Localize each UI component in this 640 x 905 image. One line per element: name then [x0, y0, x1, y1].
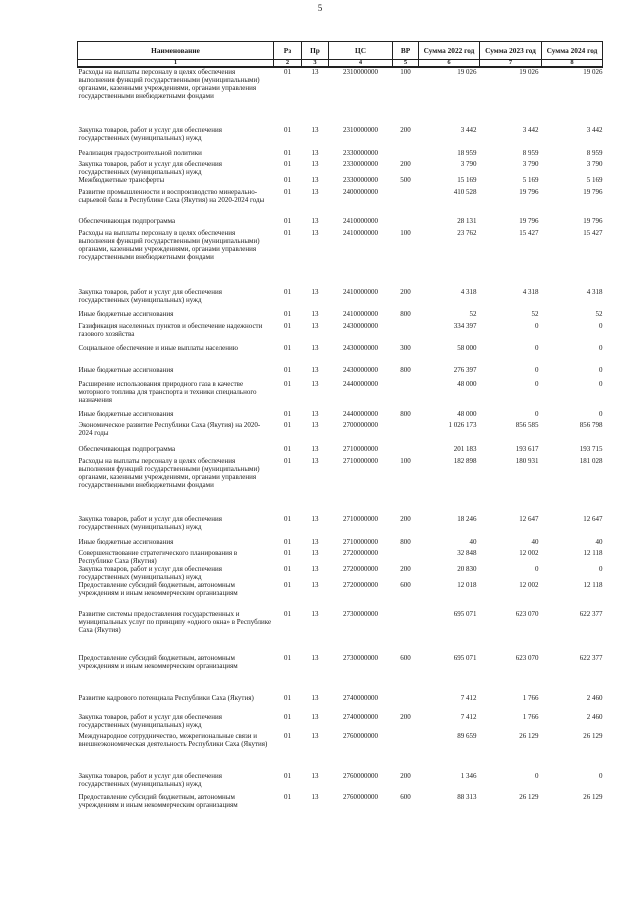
- row-name: Закупка товаров, работ и услуг для обеспечения государственных (муниципальных) нужд: [78, 288, 222, 304]
- row-sum-2023: 19 796: [519, 188, 539, 196]
- row-sum-2022: 20 830: [457, 565, 477, 573]
- row-vr: [393, 188, 419, 217]
- table-row: [78, 515, 603, 538]
- row-sum-2024: 0: [599, 380, 603, 388]
- row-rz: 01: [284, 126, 291, 134]
- row-rz: 01: [284, 288, 291, 296]
- row-sum-2023: 0: [535, 565, 539, 573]
- row-sum-2023: 0: [535, 772, 539, 780]
- row-cs: 2310000000: [343, 126, 378, 134]
- row-cs: 2700000000: [343, 421, 378, 429]
- row-pr: 13: [311, 68, 319, 76]
- row-sum-2023: 40: [531, 538, 539, 546]
- row-sum-2024: 26 129: [583, 793, 603, 801]
- row-name: Закупка товаров, работ и услуг для обеспечения государственных (муниципальных) нужд: [78, 160, 222, 176]
- row-cs: 2430000000: [343, 366, 378, 374]
- row-sum-2022: 3 442: [460, 126, 477, 134]
- row-rz: 01: [284, 713, 291, 721]
- row-cs: 2430000000: [343, 344, 378, 352]
- table-row: [78, 67, 603, 126]
- row-sum-2024: 12 647: [583, 515, 603, 523]
- row-pr: 13: [311, 288, 319, 296]
- row-rz: 01: [284, 322, 291, 330]
- row-sum-2024: 40: [595, 538, 603, 546]
- row-cs: 2710000000: [343, 515, 378, 523]
- row-name: Экономическое развитие Республики Саха (Якутия) на 2020-2024 годы: [78, 421, 261, 437]
- row-pr: 13: [311, 694, 319, 702]
- row-cs: 2410000000: [343, 288, 378, 296]
- row-sum-2023: 52: [531, 310, 539, 318]
- row-pr: 13: [311, 515, 319, 523]
- row-vr: [393, 445, 419, 457]
- table-row: [78, 344, 603, 366]
- row-sum-2024: 2 460: [586, 713, 603, 721]
- row-vr: [393, 322, 419, 344]
- table-row: [78, 149, 603, 160]
- row-sum-2022: 52: [469, 310, 477, 318]
- row-pr: 13: [311, 217, 319, 225]
- row-name: Международное сотрудничество, межрегиональные связи и внешнеэкономическая деятельность Республики Саха (Якутия): [78, 732, 268, 748]
- row-vr: 200: [400, 772, 411, 780]
- row-name: Обеспечивающая подпрограмма: [78, 217, 176, 225]
- table-row: [78, 610, 603, 654]
- row-sum-2023: 19 796: [519, 217, 539, 225]
- table-row: [78, 410, 603, 421]
- row-name: Расходы на выплаты персоналу в целях обеспечения выполнения функций государственными (муниципальными) органами, казенными учреждениями, органами управления государственными внебюджетными фондами: [78, 68, 260, 100]
- row-pr: 13: [311, 732, 319, 740]
- row-vr: [393, 610, 419, 654]
- row-cs: 2760000000: [343, 772, 378, 780]
- row-pr: 13: [311, 772, 319, 780]
- row-sum-2023: 4 318: [522, 288, 539, 296]
- row-name: Обеспечивающая подпрограмма: [78, 445, 176, 453]
- row-vr: 100: [400, 229, 411, 237]
- row-vr: [393, 217, 419, 229]
- row-rz: 01: [284, 515, 291, 523]
- row-pr: 13: [311, 565, 319, 573]
- row-rz: 01: [284, 410, 291, 418]
- row-sum-2024: 0: [599, 565, 603, 573]
- row-sum-2024: 622 377: [579, 610, 603, 618]
- row-sum-2024: 19 026: [583, 68, 603, 76]
- row-pr: 13: [311, 310, 319, 318]
- row-sum-2024: 19 796: [583, 188, 603, 196]
- budget-table: [77, 41, 603, 815]
- table-row: [78, 581, 603, 610]
- table-row: [78, 457, 603, 515]
- table-row: [78, 654, 603, 694]
- row-sum-2022: 58 000: [457, 344, 477, 352]
- row-cs: 2730000000: [343, 654, 378, 662]
- row-sum-2024: 12 118: [583, 581, 603, 589]
- row-vr: 100: [400, 457, 411, 465]
- row-sum-2023: 8 959: [522, 149, 539, 157]
- header-sum-2024: Сумма 2024 год: [542, 42, 603, 60]
- table-row: [78, 380, 603, 410]
- row-rz: 01: [284, 549, 291, 557]
- row-vr: [393, 732, 419, 772]
- row-rz: 01: [284, 445, 291, 453]
- row-vr: 800: [400, 366, 411, 374]
- row-rz: 01: [284, 217, 291, 225]
- column-number: 6: [419, 60, 480, 68]
- row-sum-2024: 0: [599, 366, 603, 374]
- row-sum-2024: 4 318: [586, 288, 603, 296]
- row-name: Иные бюджетные ассигнования: [78, 410, 174, 418]
- row-rz: 01: [284, 732, 291, 740]
- row-sum-2022: 15 169: [457, 176, 477, 184]
- row-vr: 200: [400, 515, 411, 523]
- row-vr: 600: [400, 654, 411, 662]
- row-sum-2024: 181 028: [579, 457, 603, 465]
- row-sum-2022: 19 026: [457, 68, 477, 76]
- row-cs: 2330000000: [343, 176, 378, 184]
- table-row: [78, 732, 603, 772]
- row-sum-2022: 23 762: [457, 229, 477, 237]
- row-sum-2024: 0: [599, 344, 603, 352]
- row-name: Развитие промышленности и воспроизводство минерально-сырьевой базы в Республике Саха (Якутия) на 2020-2024 годы: [78, 188, 265, 204]
- row-rz: 01: [284, 581, 291, 589]
- row-sum-2023: 1 766: [522, 694, 539, 702]
- table-row: [78, 217, 603, 229]
- row-sum-2024: 8 959: [586, 149, 603, 157]
- table-row: [78, 421, 603, 445]
- table-row: [78, 772, 603, 793]
- row-vr: 800: [400, 410, 411, 418]
- row-name: Газификация населенных пунктов и обеспечение надежности газового хозяйства: [78, 322, 263, 338]
- row-sum-2022: 182 898: [453, 457, 477, 465]
- row-sum-2022: 88 313: [457, 793, 477, 801]
- row-cs: 2730000000: [343, 610, 378, 618]
- row-cs: 2410000000: [343, 310, 378, 318]
- row-cs: 2310000000: [343, 68, 378, 76]
- row-rz: 01: [284, 421, 291, 429]
- column-number: 8: [542, 60, 603, 68]
- row-vr: 800: [400, 538, 411, 546]
- row-name: Закупка товаров, работ и услуг для обеспечения государственных (муниципальных) нужд: [78, 713, 222, 729]
- row-sum-2024: 0: [599, 772, 603, 780]
- row-sum-2022: 48 000: [457, 410, 477, 418]
- row-pr: 13: [311, 344, 319, 352]
- row-name: Развитие системы предоставления государственных и муниципальных услуг по принципу «одного окна» в Республике Саха (Якутия): [78, 610, 272, 634]
- page-number: 5: [317, 3, 323, 13]
- row-sum-2024: 52: [595, 310, 603, 318]
- row-sum-2023: 15 427: [519, 229, 539, 237]
- row-sum-2023: 12 002: [519, 581, 539, 589]
- row-sum-2023: 193 617: [515, 445, 539, 453]
- row-sum-2022: 4 318: [460, 288, 477, 296]
- header-rz: Рз: [274, 42, 302, 60]
- row-cs: 2710000000: [343, 445, 378, 453]
- table-row: [78, 229, 603, 288]
- header-cs: ЦС: [329, 42, 393, 60]
- row-sum-2023: 3 442: [522, 126, 539, 134]
- row-sum-2024: 2 460: [586, 694, 603, 702]
- row-vr: 200: [400, 160, 411, 168]
- row-sum-2022: 7 412: [460, 713, 477, 721]
- row-pr: 13: [311, 366, 319, 374]
- row-cs: 2440000000: [343, 410, 378, 418]
- row-sum-2022: 276 397: [453, 366, 477, 374]
- row-rz: 01: [284, 538, 291, 546]
- row-sum-2023: 0: [535, 380, 539, 388]
- column-number: 4: [329, 60, 393, 68]
- row-vr: 300: [400, 344, 411, 352]
- row-vr: 500: [400, 176, 411, 184]
- row-pr: 13: [311, 581, 319, 589]
- table-row: [78, 322, 603, 344]
- row-name: Реализация градостроительной политики: [78, 149, 202, 157]
- row-sum-2023: 0: [535, 410, 539, 418]
- row-rz: 01: [284, 68, 291, 76]
- row-rz: 01: [284, 565, 291, 573]
- row-pr: 13: [311, 421, 319, 429]
- header-pr: Пр: [302, 42, 329, 60]
- row-sum-2024: 0: [599, 322, 603, 330]
- row-vr: [393, 421, 419, 445]
- row-cs: 2440000000: [343, 380, 378, 388]
- row-sum-2022: 48 000: [457, 380, 477, 388]
- row-name: Расходы на выплаты персоналу в целях обеспечения выполнения функций государственными (муниципальными) органами, казенными учреждениями, органами управления государственными внебюджетными фондами: [78, 457, 260, 489]
- column-number: 3: [302, 60, 329, 68]
- row-rz: 01: [284, 457, 291, 465]
- column-number: 2: [274, 60, 302, 68]
- row-cs: 2760000000: [343, 793, 378, 801]
- row-rz: 01: [284, 229, 291, 237]
- header-name: Наименование: [78, 42, 274, 60]
- row-vr: [393, 149, 419, 160]
- row-vr: 600: [400, 581, 411, 589]
- row-rz: 01: [284, 160, 291, 168]
- row-sum-2023: 19 026: [519, 68, 539, 76]
- row-cs: 2720000000: [343, 549, 378, 557]
- row-pr: 13: [311, 160, 319, 168]
- row-pr: 13: [311, 149, 319, 157]
- row-name: Иные бюджетные ассигнования: [78, 366, 174, 374]
- row-vr: 200: [400, 126, 411, 134]
- row-sum-2023: 0: [535, 366, 539, 374]
- row-sum-2022: 1 346: [460, 772, 477, 780]
- row-sum-2022: 695 071: [453, 610, 477, 618]
- row-pr: 13: [311, 457, 319, 465]
- row-pr: 13: [311, 538, 319, 546]
- row-pr: 13: [311, 126, 319, 134]
- row-rz: 01: [284, 694, 291, 702]
- row-sum-2022: 18 246: [457, 515, 477, 523]
- row-name: Иные бюджетные ассигнования: [78, 310, 174, 318]
- row-pr: 13: [311, 322, 319, 330]
- row-cs: 2410000000: [343, 229, 378, 237]
- table-row: [78, 176, 603, 188]
- row-sum-2022: 32 848: [457, 549, 477, 557]
- row-sum-2022: 3 790: [460, 160, 477, 168]
- row-name: Межбюджетные трансферты: [78, 176, 165, 184]
- row-pr: 13: [311, 654, 319, 662]
- row-sum-2023: 1 766: [522, 713, 539, 721]
- row-cs: 2400000000: [343, 188, 378, 196]
- header-sum-2023: Сумма 2023 год: [480, 42, 542, 60]
- row-pr: 13: [311, 549, 319, 557]
- row-sum-2023: 180 931: [515, 457, 539, 465]
- row-sum-2024: 193 715: [579, 445, 603, 453]
- row-vr: [393, 694, 419, 713]
- row-sum-2023: 5 169: [522, 176, 539, 184]
- row-cs: 2330000000: [343, 149, 378, 157]
- row-rz: 01: [284, 772, 291, 780]
- row-rz: 01: [284, 610, 291, 618]
- row-rz: 01: [284, 366, 291, 374]
- row-sum-2022: 1 026 173: [448, 421, 477, 429]
- row-cs: 2330000000: [343, 160, 378, 168]
- row-sum-2022: 18 959: [457, 149, 477, 157]
- table-row: [78, 694, 603, 713]
- table-row: [78, 188, 603, 217]
- table-row: [78, 366, 603, 380]
- row-name: Закупка товаров, работ и услуг для обеспечения государственных (муниципальных) нужд: [78, 772, 222, 788]
- table-row: [78, 565, 603, 581]
- row-name: Предоставление субсидий бюджетным, автономным учреждениям и иным некоммерческим организациям: [78, 654, 238, 670]
- row-sum-2022: 334 397: [453, 322, 477, 330]
- row-pr: 13: [311, 410, 319, 418]
- row-rz: 01: [284, 188, 291, 196]
- row-vr: 100: [400, 68, 411, 76]
- row-sum-2022: 28 131: [457, 217, 477, 225]
- row-pr: 13: [311, 610, 319, 618]
- row-vr: [393, 549, 419, 565]
- row-name: Иные бюджетные ассигнования: [78, 538, 174, 546]
- row-sum-2024: 3 790: [586, 160, 603, 168]
- row-cs: 2710000000: [343, 538, 378, 546]
- column-number-row: [78, 60, 603, 68]
- row-cs: 2740000000: [343, 694, 378, 702]
- table-row: [78, 549, 603, 565]
- table-row: [78, 310, 603, 322]
- row-cs: 2760000000: [343, 732, 378, 740]
- table-row: [78, 793, 603, 815]
- row-name: Предоставление субсидий бюджетным, автономным учреждениям и иным некоммерческим организациям: [78, 793, 238, 809]
- row-name: Закупка товаров, работ и услуг для обеспечения государственных (муниципальных) нужд: [78, 126, 222, 142]
- row-name: Закупка товаров, работ и услуг для обеспечения государственных (муниципальных) нужд: [78, 515, 222, 531]
- row-vr: [393, 380, 419, 410]
- row-sum-2024: 12 118: [583, 549, 603, 557]
- row-pr: 13: [311, 445, 319, 453]
- row-rz: 01: [284, 793, 291, 801]
- row-sum-2023: 26 129: [519, 732, 539, 740]
- row-pr: 13: [311, 188, 319, 196]
- row-sum-2024: 3 442: [586, 126, 603, 134]
- row-sum-2024: 856 798: [579, 421, 603, 429]
- row-vr: 200: [400, 565, 411, 573]
- row-name: Предоставление субсидий бюджетным, автономным учреждениям и иным некоммерческим организациям: [78, 581, 238, 597]
- row-rz: 01: [284, 654, 291, 662]
- row-sum-2023: 623 070: [515, 654, 539, 662]
- row-cs: 2720000000: [343, 581, 378, 589]
- row-sum-2022: 40: [469, 538, 477, 546]
- row-name: Расширение использования природного газа в качестве моторного топлива для транспорта и техники специального назначения: [78, 380, 257, 404]
- column-number: 7: [480, 60, 542, 68]
- row-sum-2023: 26 129: [519, 793, 539, 801]
- row-pr: 13: [311, 713, 319, 721]
- row-rz: 01: [284, 310, 291, 318]
- row-sum-2024: 5 169: [586, 176, 603, 184]
- table-row: [78, 160, 603, 176]
- row-sum-2022: 201 183: [453, 445, 477, 453]
- row-sum-2024: 15 427: [583, 229, 603, 237]
- row-rz: 01: [284, 149, 291, 157]
- row-sum-2023: 0: [535, 322, 539, 330]
- row-sum-2023: 0: [535, 344, 539, 352]
- row-sum-2023: 856 585: [515, 421, 539, 429]
- row-rz: 01: [284, 380, 291, 388]
- row-vr: 200: [400, 288, 411, 296]
- row-name: Социальное обеспечение и иные выплаты населению: [78, 344, 238, 352]
- row-sum-2022: 7 412: [460, 694, 477, 702]
- row-cs: 2710000000: [343, 457, 378, 465]
- row-cs: 2410000000: [343, 217, 378, 225]
- column-number: 1: [78, 60, 274, 68]
- row-vr: 600: [400, 793, 411, 801]
- row-sum-2022: 695 071: [453, 654, 477, 662]
- header-row: [78, 42, 603, 60]
- table-row: [78, 445, 603, 457]
- row-vr: 800: [400, 310, 411, 318]
- row-rz: 01: [284, 176, 291, 184]
- row-sum-2022: 12 018: [457, 581, 477, 589]
- row-sum-2023: 12 647: [519, 515, 539, 523]
- row-vr: 200: [400, 713, 411, 721]
- row-cs: 2430000000: [343, 322, 378, 330]
- row-cs: 2720000000: [343, 565, 378, 573]
- row-name: Развитие кадрового потенциала Республики Саха (Якутия): [78, 694, 254, 702]
- row-cs: 2740000000: [343, 713, 378, 721]
- row-rz: 01: [284, 344, 291, 352]
- row-pr: 13: [311, 793, 319, 801]
- table-row: [78, 288, 603, 310]
- row-name: Совершенствование стратегического планирования в Республике Саха (Якутия): [78, 549, 238, 565]
- row-sum-2024: 19 796: [583, 217, 603, 225]
- header-vr: ВР: [393, 42, 419, 60]
- table-row: [78, 538, 603, 549]
- row-pr: 13: [311, 380, 319, 388]
- row-sum-2024: 622 377: [579, 654, 603, 662]
- row-pr: 13: [311, 176, 319, 184]
- row-name: Закупка товаров, работ и услуг для обеспечения государственных (муниципальных) нужд: [78, 565, 222, 581]
- row-sum-2023: 623 070: [515, 610, 539, 618]
- row-sum-2022: 410 528: [453, 188, 477, 196]
- row-name: Расходы на выплаты персоналу в целях обеспечения выполнения функций государственными (муниципальными) органами, казенными учреждениями, органами управления государственными внебюджетными фондами: [78, 229, 260, 261]
- row-sum-2024: 26 129: [583, 732, 603, 740]
- column-number: 5: [393, 60, 419, 68]
- row-sum-2023: 3 790: [522, 160, 539, 168]
- row-pr: 13: [311, 229, 319, 237]
- table-row: [78, 713, 603, 732]
- row-sum-2024: 0: [599, 410, 603, 418]
- table-row: [78, 126, 603, 149]
- header-sum-2022: Сумма 2022 год: [419, 42, 480, 60]
- row-sum-2022: 89 659: [457, 732, 477, 740]
- row-sum-2023: 12 002: [519, 549, 539, 557]
